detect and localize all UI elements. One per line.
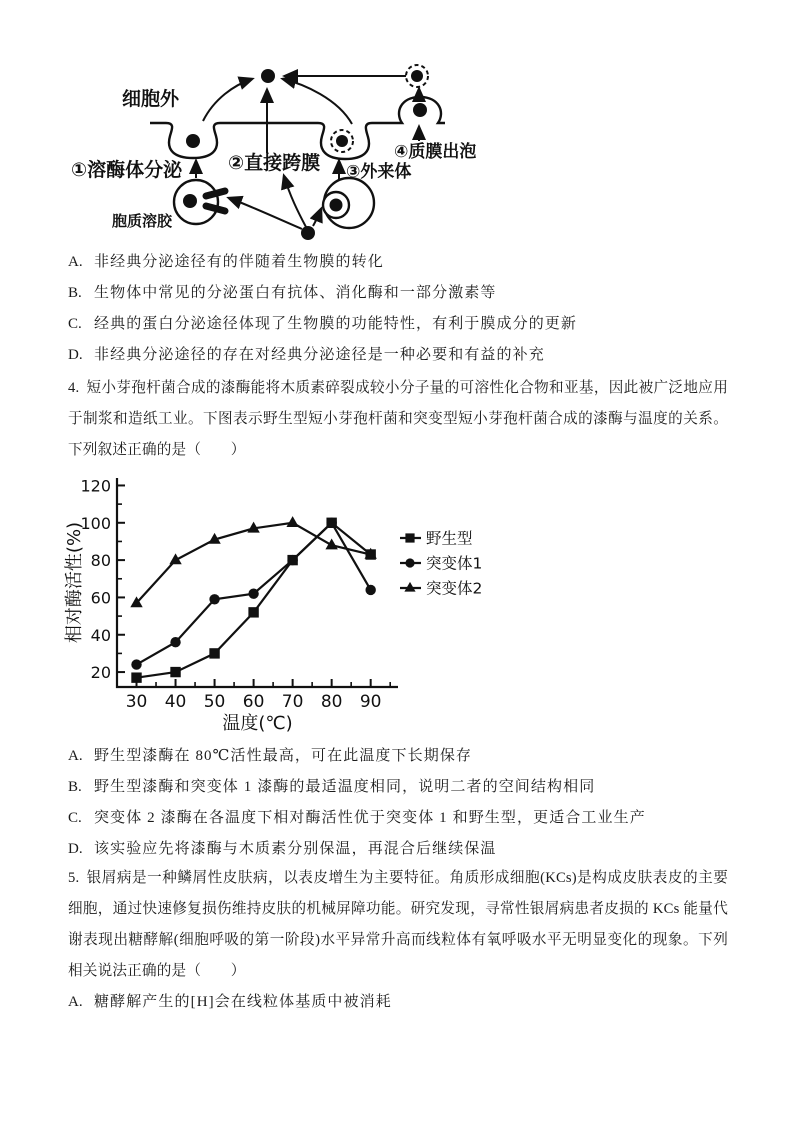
q4-option-d (68, 834, 758, 865)
exosome-dot (336, 135, 348, 147)
option-text: 经典的蛋白分泌途径体现了生物膜的功能特性，有利于膜成分的更新 (94, 316, 578, 332)
left-pocket-cargo-dot (186, 134, 200, 148)
q5-stem (68, 863, 728, 987)
q4-option-c (68, 803, 758, 834)
marker-square (170, 667, 180, 677)
q4-stem (68, 373, 728, 466)
q3-option-d (68, 340, 758, 371)
q4-number: 4. (68, 380, 80, 396)
option-text: 糖酵解产生的[H]会在线粒体基质中被消耗 (94, 994, 392, 1010)
option-text: 非经典分泌途径有的伴随着生物膜的转化 (94, 254, 384, 270)
q5-stem-text: 银屑病是一种鳞屑性皮肤病，以表皮增生为主要特征。角质形成细胞(KCs)是构成皮肤表皮的主要细胞，通过快速修复损伤维持皮肤的机械屏障功能。研究发现，寻常性银屑病患者皮损的 KCs 能量代谢表现出糖酵解(细胞呼吸的第一阶段)水平异常升高而线粒体有氧呼吸水平无明显变化的现象。下列相关说法正确的是（ ） (68, 870, 728, 979)
x-axis-title: 温度(℃) (222, 713, 293, 734)
marker-square (209, 648, 219, 658)
x-tick-label: 50 (203, 692, 226, 712)
marker-circle (209, 594, 219, 604)
option-text: 野生型漆酶在 80℃活性最高，可在此温度下长期保存 (94, 748, 473, 764)
marker-circle (326, 518, 336, 528)
arrow-exosome-to-outside (283, 79, 352, 124)
marker-triangle (404, 582, 415, 592)
y-tick-label: 40 (90, 625, 111, 645)
marker-triangle (286, 516, 298, 527)
y-axis-title: 相对酶活性(%) (64, 521, 85, 644)
secreted-dot (261, 69, 275, 83)
arrow-cargo-to-path2 (284, 176, 306, 227)
x-tick-label: 90 (359, 692, 382, 712)
legend-label: 突变体1 (426, 554, 483, 573)
membrane-protein (206, 191, 225, 196)
marker-circle (170, 637, 180, 647)
series-circle (131, 518, 376, 670)
option-letter: C. (68, 316, 82, 332)
option-letter: B. (68, 779, 82, 795)
option-text: 该实验应先将漆酶与木质素分别保温，再混合后继续保温 (94, 841, 497, 857)
marker-circle (287, 555, 297, 565)
legend-entry (400, 533, 421, 542)
option-letter: C. (68, 810, 82, 826)
label-cytosol: 胞质溶胶 (112, 212, 173, 230)
q3-options (68, 247, 758, 371)
legend-entry (400, 582, 421, 592)
option-text: 野生型漆酶和突变体 1 漆酶的最适温度相同，说明二者的空间结构相同 (94, 779, 596, 795)
x-tick-label: 40 (164, 692, 187, 712)
marker-circle (365, 585, 375, 595)
arrow-pocket-to-outside (203, 79, 252, 121)
marker-square (131, 672, 141, 682)
label-path1-lysosome-secretion: ①溶酶体分泌 (71, 159, 183, 181)
q5-number: 5. (68, 870, 80, 886)
option-letter: D. (68, 347, 83, 363)
mvb-inner-dot (330, 199, 343, 212)
arrow-cargo-to-lysosome (229, 198, 302, 229)
label-path3-exosome: ③外来体 (346, 162, 412, 182)
x-tick-label: 30 (125, 692, 148, 712)
legend-label: 突变体2 (426, 579, 483, 598)
option-letter: B. (68, 285, 82, 301)
option-text: 非经典分泌途径的存在对经典分泌途径是一种必要和有益的补充 (94, 347, 545, 363)
option-letter: A. (68, 994, 83, 1010)
protein-secretion-diagram (0, 0, 794, 252)
legend-entry (400, 558, 421, 567)
marker-circle (131, 659, 141, 669)
enzyme-activity-temperature-chart (55, 460, 547, 745)
marker-square (248, 607, 258, 617)
y-tick-label: 60 (90, 588, 111, 608)
x-tick-label: 80 (320, 692, 343, 712)
bleb-cargo-dot (413, 103, 427, 117)
label-path4-membrane-bleb: ④质膜出泡 (394, 142, 477, 162)
marker-square (405, 533, 414, 542)
q4-option-b (68, 772, 758, 803)
y-tick-label: 20 (90, 663, 111, 683)
y-tick-label: 120 (80, 476, 111, 496)
released-vesicle-dot (411, 70, 423, 82)
arrow-cargo-to-mvb (313, 209, 321, 226)
q5-option-a (68, 987, 758, 1018)
q3-option-c (68, 309, 758, 340)
q4-options (68, 741, 758, 865)
label-path2-direct-crossing: ②直接跨膜 (228, 152, 321, 174)
series-square (131, 518, 376, 683)
x-tick-label: 70 (281, 692, 304, 712)
y-tick-label: 80 (90, 551, 111, 571)
chart-axes (117, 478, 398, 687)
option-letter: A. (68, 748, 83, 764)
x-tick-label: 60 (242, 692, 265, 712)
option-text: 突变体 2 漆酶在各温度下相对酶活性优于突变体 1 和野生型，更适合工业生产 (94, 810, 646, 826)
label-extracellular: 细胞外 (122, 88, 180, 110)
option-text: 生物体中常见的分泌蛋白有抗体、消化酶和一部分激素等 (94, 285, 497, 301)
lysosome-cargo-dot (183, 194, 197, 208)
legend-label: 野生型 (426, 529, 473, 548)
q5-options (68, 987, 758, 1018)
option-letter: A. (68, 254, 83, 270)
q3-option-a (68, 247, 758, 278)
y-tick-label: 100 (80, 513, 111, 533)
membrane-protein (206, 206, 225, 211)
q4-option-a (68, 741, 758, 772)
marker-circle (405, 558, 414, 567)
option-letter: D. (68, 841, 83, 857)
q4-stem-text: 短小芽孢杆菌合成的漆酶能将木质素碎裂成较小分子量的可溶性化合物和亚基，因此被广泛地应用于制浆和造纸工业。下图表示野生型短小芽孢杆菌和突变型短小芽孢杆菌合成的漆酶与温度的关系。下列叙述正确的是（ ） (68, 380, 728, 458)
marker-circle (248, 588, 258, 598)
q3-option-b (68, 278, 758, 309)
cytosol-cargo-dot (301, 226, 315, 240)
